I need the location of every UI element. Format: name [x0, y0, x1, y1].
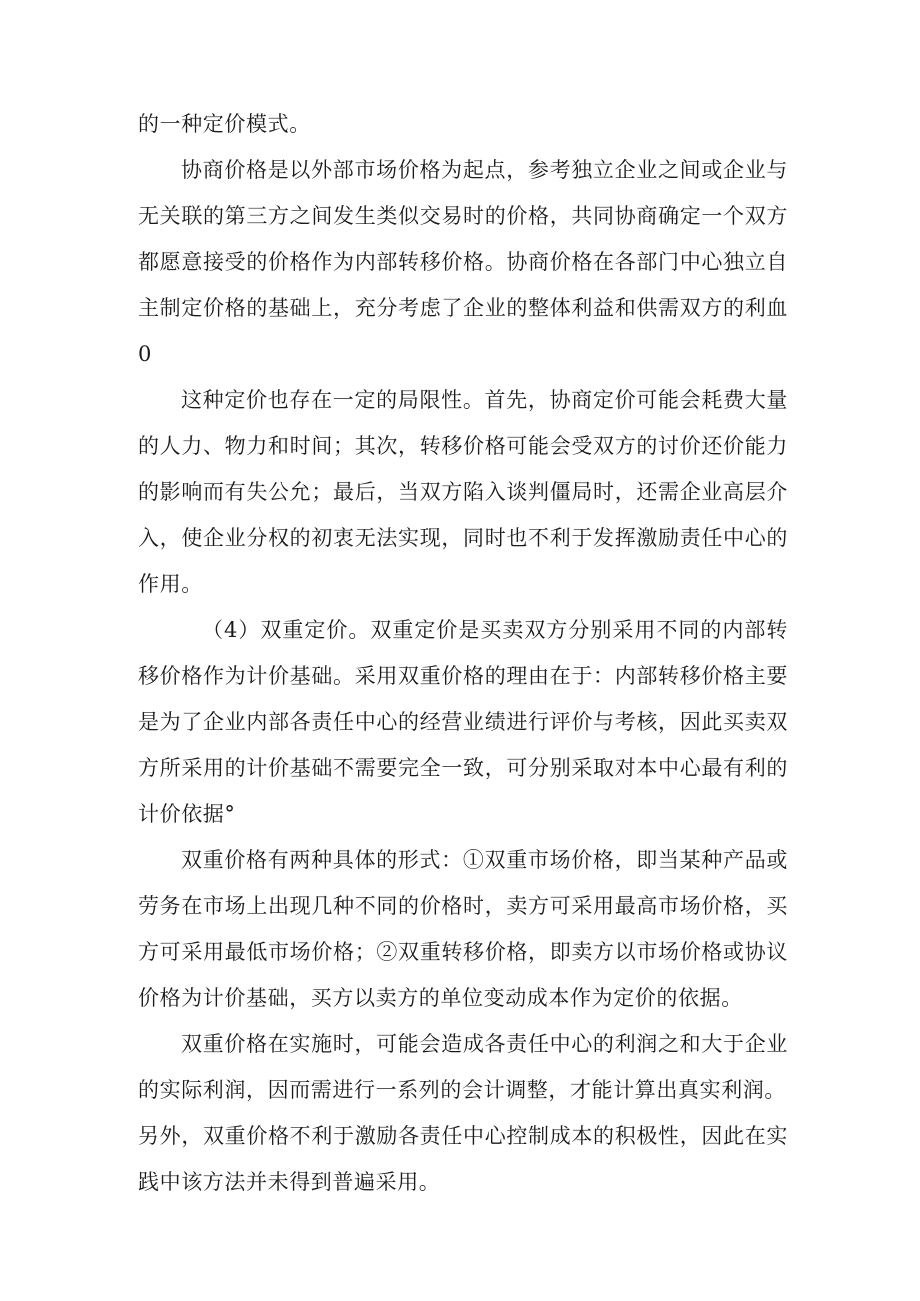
paragraph-dual-price-implementation: 双重价格在实施时，可能会造成各责任中心的利润之和大于企业的实际利润，因而需进行一系列的会计调整，才能计算出真实利润。: [138, 1032, 788, 1102]
document-body: [138, 101, 788, 1205]
paragraph-dual-price-forms: 双重价格有两种具体的形式：①双重市场价格，即当某种产品或劳务在市场上出现几种不同的价格时，卖方可采用最高市场价格，买方可采用最低市场价格；②双重转移价格，即卖方以市场价格或协议价格为计价基础，买方以卖方的单位变动成本作为定价的依据。: [138, 848, 788, 1010]
paragraph-limitations: 这种定价也存在一定的局限性。首先，协商定价可能会耗费大量的人力、物力和时间；其次，转移价格可能会受双方的讨价还价能力的影响而有失公允；最后，当双方陷入谈判僵局时，还需企业高层介入，使企业分权的初衷无法实现，同时也不利于发挥激励责任中心的作用。: [138, 388, 788, 596]
paragraph-negotiated-price: 协商价格是以外部市场价格为起点，参考独立企业之间或企业与无关联的第三方之间发生类似交易时的价格，共同协商确定一个双方都愿意接受的价格作为内部转移价格。协商价格在各部门中心独立自主制定价格的基础上，充分考虑了企业的整体利益和供需双方的利血0: [138, 158, 788, 366]
paragraph-continuation: 的一种定价模式。: [138, 112, 311, 136]
paragraph-dual-pricing: （4）双重定价。双重定价是买卖双方分别采用不同的内部转移价格作为计价基础。采用双重价格的理由在于：内部转移价格主要是为了企业内部各责任中心的经营业绩进行评价与考核，因此买卖双方所采用的计价基础不需要完全一致，可分别采取对本中心最有利的计价依据°: [138, 618, 788, 826]
paragraph-dual-price-drawback: 另外，双重价格不利于激励各责任中心控制成本的积极性，因此在实践中该方法并未得到普遍采用。: [138, 1124, 788, 1194]
